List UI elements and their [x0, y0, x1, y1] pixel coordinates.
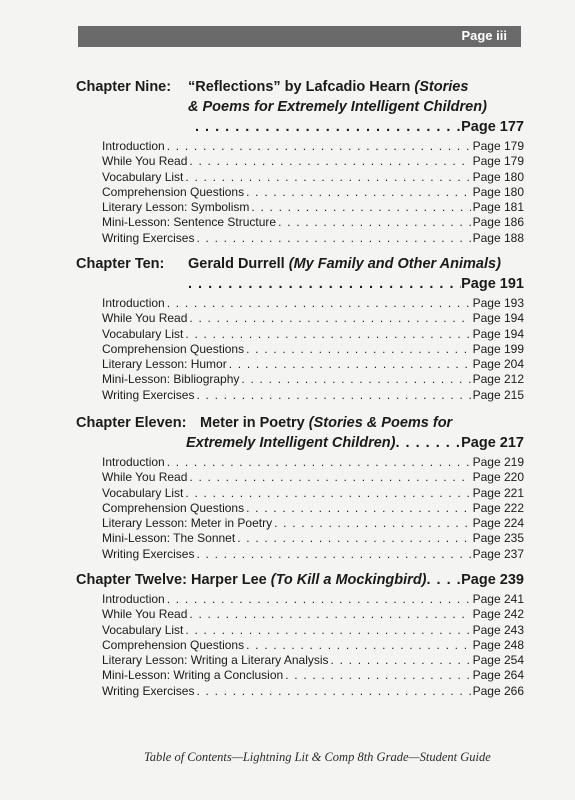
- toc-entry[interactable]: Comprehension Questions . . . Page 222: [102, 501, 524, 516]
- toc-entry[interactable]: Introduction . . . Page 219: [102, 455, 524, 470]
- leader-dots: [427, 570, 462, 590]
- toc-entry[interactable]: Mini-Lesson: The Sonnet . . . Page 235: [102, 531, 524, 546]
- entry-list: [102, 139, 524, 246]
- chapter-eleven: [76, 413, 524, 562]
- chapter-label: Chapter Twelve:: [76, 572, 187, 588]
- toc-entry[interactable]: Literary Lesson: Humor . . . Page 204: [102, 357, 524, 372]
- chapter-heading: [76, 77, 524, 97]
- toc-entry[interactable]: Mini-Lesson: Bibliography . . . Page 212: [102, 372, 524, 387]
- toc-entry[interactable]: Vocabulary List . . . Page 221: [102, 486, 524, 501]
- leader-dots: [396, 433, 462, 453]
- toc-entry[interactable]: While You Read . . . Page 194: [102, 311, 524, 326]
- leader-dots: [195, 117, 461, 137]
- toc-entry[interactable]: Literary Lesson: Meter in Poetry . . . Page 224: [102, 516, 524, 531]
- entry-list: [102, 296, 524, 403]
- chapter-title: “Reflections” by Lafcadio Hearn (Stories: [188, 79, 469, 95]
- chapter-page-line: [195, 117, 524, 137]
- toc-entry[interactable]: Writing Exercises . . . Page 237: [102, 547, 524, 562]
- toc-entry[interactable]: While You Read . . . Page 179: [102, 154, 524, 169]
- toc-entry[interactable]: Writing Exercises . . . Page 215: [102, 388, 524, 403]
- toc-entry[interactable]: Comprehension Questions . . . Page 199: [102, 342, 524, 357]
- chapter-title: Harper Lee (To Kill a Mockingbird): [190, 572, 427, 588]
- page-footer: Table of Contents—Lightning Lit & Comp 8th Grade—Student Guide: [144, 750, 491, 764]
- leader-dots: [188, 274, 461, 294]
- toc-entry[interactable]: Writing Exercises . . . Page 266: [102, 684, 524, 699]
- toc-entry[interactable]: Vocabulary List . . . Page 243: [102, 623, 524, 638]
- chapter-label: Chapter Nine:: [76, 79, 172, 95]
- entry-list: [102, 455, 524, 562]
- chapter-page: Page 239: [461, 572, 524, 588]
- page-header-bar: [78, 26, 521, 47]
- toc-entry[interactable]: Mini-Lesson: Sentence Structure . . . Page 186: [102, 215, 524, 230]
- toc-entry[interactable]: While You Read . . . Page 242: [102, 607, 524, 622]
- chapter-page: Page 217: [461, 435, 524, 451]
- toc-entry[interactable]: While You Read . . . Page 220: [102, 470, 524, 485]
- entry-list: [102, 592, 524, 699]
- toc-entry[interactable]: Comprehension Questions . . . Page 180: [102, 185, 524, 200]
- chapter-nine: [76, 77, 524, 246]
- toc-entry[interactable]: Vocabulary List . . . Page 194: [102, 327, 524, 342]
- toc-entry[interactable]: Writing Exercises . . . Page 188: [102, 231, 524, 246]
- toc-entry[interactable]: Introduction . . . Page 241: [102, 592, 524, 607]
- toc-entry[interactable]: Comprehension Questions . . . Page 248: [102, 638, 524, 653]
- chapter-ten: [76, 254, 524, 403]
- page-number: Page iii: [461, 28, 507, 43]
- chapter-label: Chapter Ten:: [76, 256, 165, 272]
- chapter-label: Chapter Eleven:: [76, 415, 187, 431]
- toc-entry[interactable]: Literary Lesson: Symbolism . . . Page 181: [102, 200, 524, 215]
- chapter-title-line-2: & Poems for Extremely Intelligent Children): [188, 99, 487, 115]
- chapter-title: Gerald Durrell (My Family and Other Animals): [188, 256, 501, 272]
- toc-entry[interactable]: Literary Lesson: Writing a Literary Analysis . . . Page 254: [102, 653, 524, 668]
- chapter-page: Page 177: [461, 119, 524, 135]
- chapter-heading: [76, 570, 524, 590]
- toc-entry[interactable]: Introduction . . . Page 179: [102, 139, 524, 154]
- chapter-twelve: [76, 570, 524, 699]
- chapter-title: Meter in Poetry (Stories & Poems for: [200, 415, 453, 431]
- toc-entry[interactable]: Introduction . . . Page 193: [102, 296, 524, 311]
- chapter-page-line: Extremely Intelligent Children) . . . Page 217: [186, 433, 524, 453]
- chapter-page-line: [188, 274, 524, 294]
- chapter-heading: [76, 254, 524, 274]
- toc-entry[interactable]: Vocabulary List . . . Page 180: [102, 170, 524, 185]
- chapter-page: Page 191: [461, 276, 524, 292]
- toc-entry[interactable]: Mini-Lesson: Writing a Conclusion . . . Page 264: [102, 668, 524, 683]
- chapter-heading: [76, 413, 524, 433]
